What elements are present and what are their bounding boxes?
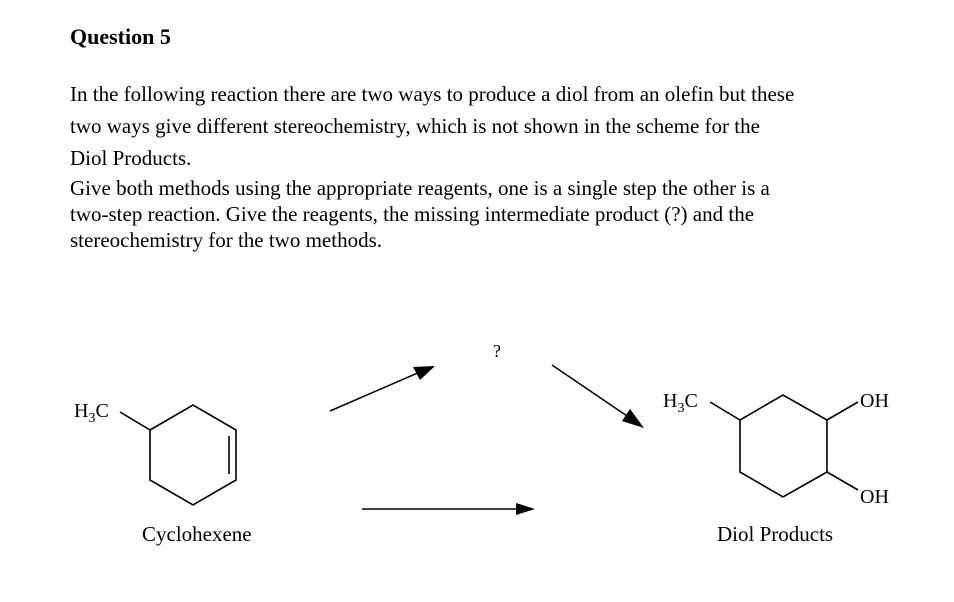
product-methyl-label: $H_3C$ [663, 390, 698, 416]
paragraph-2-line: Give both methods using the appropriate reagents, one is a single step the other is a [70, 176, 770, 200]
arrowhead-icon [413, 366, 435, 380]
bottom-route [362, 503, 535, 515]
reactant-methyl-label: $H_3C$ [74, 400, 109, 426]
top-route [330, 341, 644, 428]
arrowhead-icon [516, 503, 535, 515]
intermediate-unknown: ? [493, 341, 501, 361]
reactant-structure [74, 400, 252, 546]
product-name: Diol Products [717, 522, 834, 546]
oh-bond-top [827, 402, 858, 420]
cyclohexane-ring [740, 395, 827, 497]
hydroxyl-top: OH [860, 390, 889, 412]
oh-bond-bottom [827, 472, 858, 490]
paragraph-1-line: In the following reaction there are two ways to produce a diol from an olefin but these [70, 82, 795, 106]
arrowhead-icon [622, 409, 644, 428]
paragraph-1-line: Diol Products. [70, 146, 192, 170]
paragraph-1-line: two ways give different stereochemistry, which is not shown in the scheme for the [70, 114, 760, 138]
hydroxyl-bottom: OH [860, 486, 889, 508]
methyl-bond [120, 412, 150, 430]
arrow-to-intermediate [330, 372, 420, 411]
methyl-bond [710, 402, 740, 420]
paragraph-2-line: two-step reaction. Give the reagents, the missing intermediate product (?) and the [70, 202, 755, 226]
product-structure [663, 390, 889, 546]
question-title: Question 5 [70, 24, 171, 49]
arrow-to-product [552, 365, 630, 418]
paragraph-2-line: stereochemistry for the two methods. [70, 228, 383, 252]
cyclohexene-ring [150, 405, 236, 505]
reactant-name: Cyclohexene [142, 522, 252, 546]
